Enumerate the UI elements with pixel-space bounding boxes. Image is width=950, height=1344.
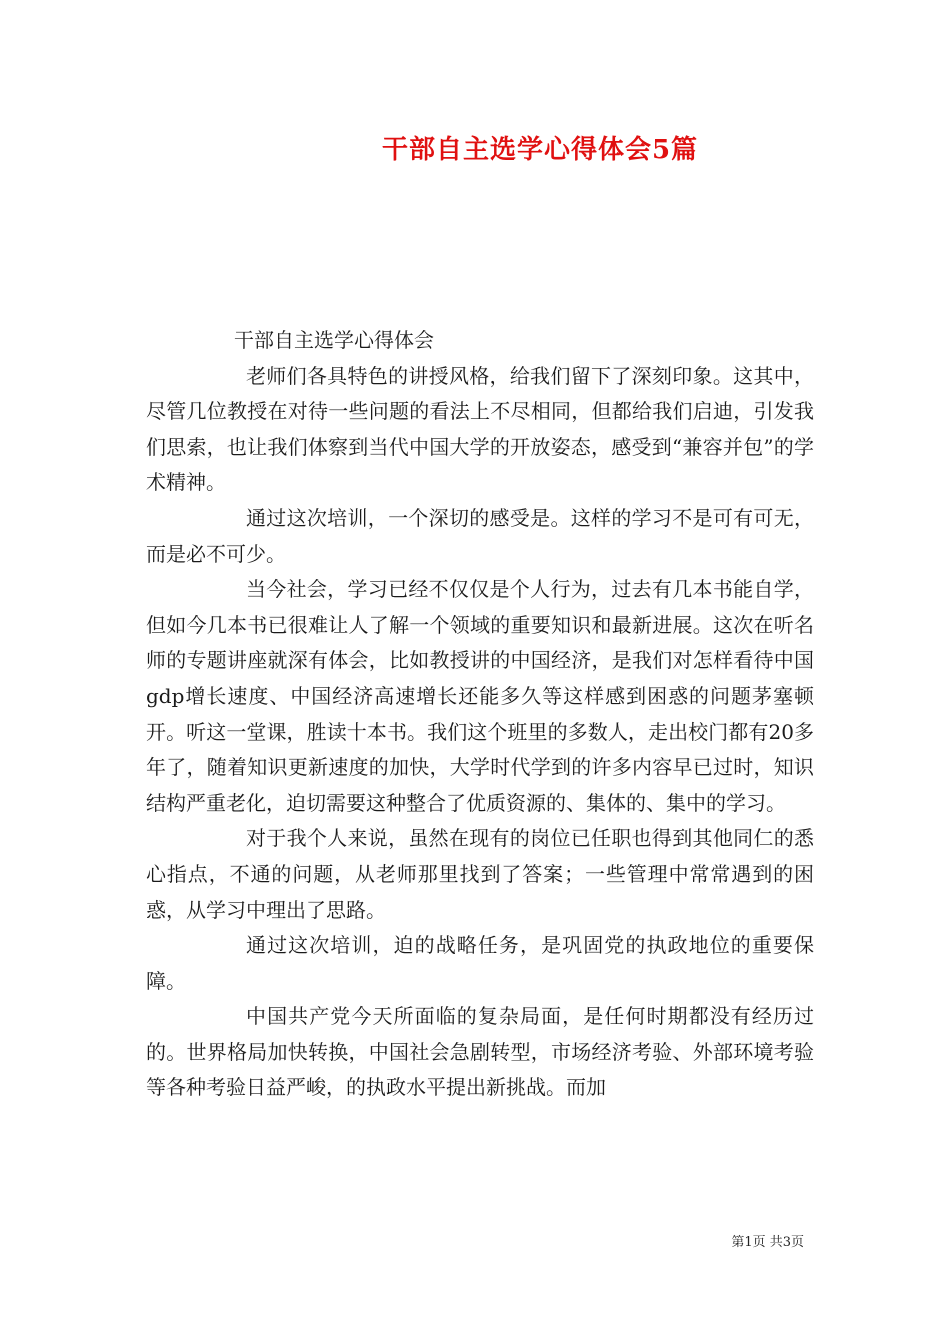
document-body	[146, 323, 814, 1106]
document-title: 干部自主选学心得体会5篇	[381, 135, 699, 165]
paragraph: 对于我个人来说，虽然在现有的岗位已任职也得到其他同仁的悉心指点，不通的问题，从老师那里找到了答案；一些管理中常常遇到的困惑，从学习中理出了思路。	[146, 826, 814, 922]
section-subtitle: 干部自主选学心得体会	[234, 328, 434, 352]
paragraph: 中国共产党今天所面临的复杂局面，是任何时期都没有经历过的。世界格局加快转换，中国社会急剧转型，市场经济考验、外部环境考验等各种考验日益严峻，的执政水平提出新挑战。而加	[146, 1004, 814, 1100]
paragraph: 当今社会，学习已经不仅仅是个人行为，过去有几本书能自学，但如今几本书已很难让人了解一个领域的重要知识和最新进展。这次在听名师的专题讲座就深有体会，比如教授讲的中国经济，是我们对怎样看待中国gdp增长速度、中国经济高速增长还能多久等这样感到困惑的问题茅塞顿开。听这一堂课，胜读十本书。我们这个班里的多数人，走出校门都有20多年了，随着知识更新速度的加快，大学时代学到的许多内容早已过时，知识结构严重老化，迫切需要这种整合了优质资源的、集体的、集中的学习。	[146, 577, 814, 815]
paragraph: 通过这次培训，迫的战略任务，是巩固党的执政地位的重要保障。	[146, 933, 814, 993]
page-footer: 第1页 共3页	[731, 1235, 804, 1250]
paragraph: 通过这次培训，一个深切的感受是。这样的学习不是可有可无，而是必不可少。	[146, 505, 814, 566]
paragraph: 老师们各具特色的讲授风格，给我们留下了深刻印象。这其中，尽管几位教授在对待一些问题的看法上不尽相同，但都给我们启迪，引发我们思索，也让我们体察到当代中国大学的开放姿态，感受到“兼容并包”的学术精神。	[146, 363, 814, 495]
